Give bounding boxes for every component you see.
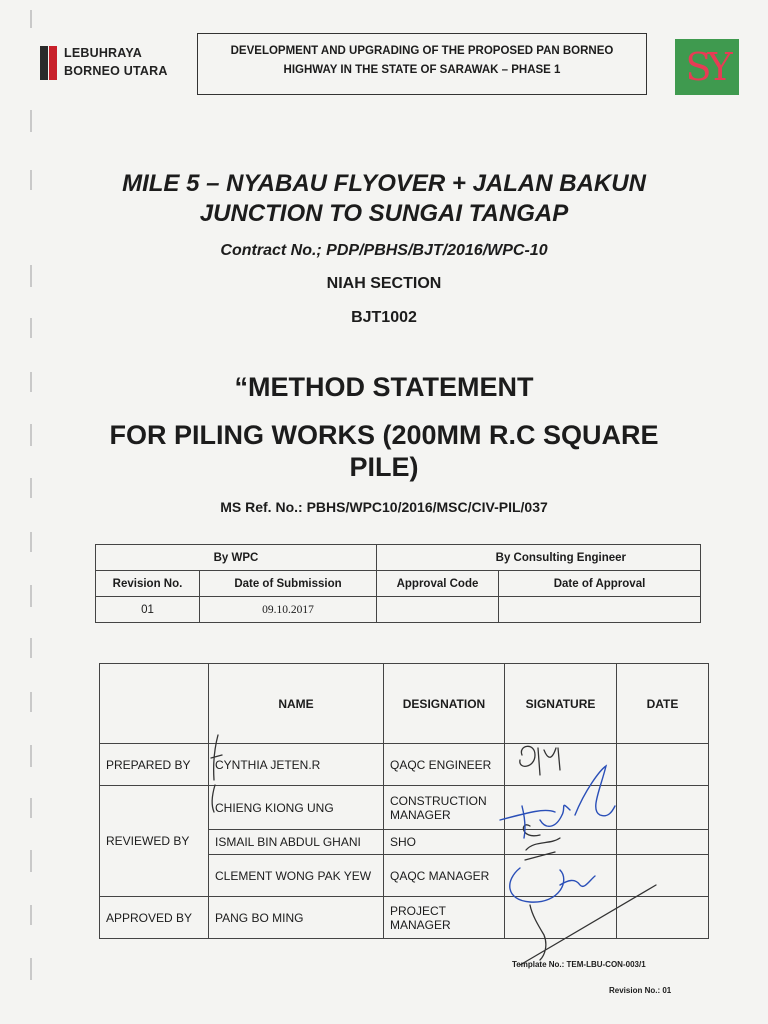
- signatory-name: CHIENG KIONG UNG: [209, 786, 384, 830]
- approved-by-label: APPROVED BY: [100, 897, 209, 939]
- ms-reference-number: MS Ref. No.: PBHS/WPC10/2016/MSC/CIV-PIL/037: [220, 499, 548, 515]
- date-cell: [617, 786, 709, 830]
- approval-code-value: [377, 597, 499, 623]
- signatory-name: CYNTHIA JETEN.R: [209, 744, 384, 786]
- reviewed-by-label: REVIEWED BY: [100, 786, 209, 897]
- binder-mark: [30, 10, 32, 28]
- blank-header-cell: [100, 664, 209, 744]
- section-name: NIAH SECTION: [326, 275, 442, 292]
- date-cell: [617, 830, 709, 855]
- by-consulting-engineer-header: By Consulting Engineer: [377, 545, 701, 571]
- signatory-designation: PROJECT MANAGER: [384, 897, 505, 939]
- sy-logo: SY: [675, 39, 739, 95]
- method-statement-title-line2: FOR PILING WORKS (200MM R.C SQUARE: [109, 420, 659, 450]
- date-of-submission-value: 09.10.2017: [200, 597, 377, 623]
- project-header-line2: HIGHWAY IN THE STATE OF SARAWAK – PHASE 1: [283, 64, 561, 76]
- name-header: NAME: [209, 664, 384, 744]
- signature-cell: [505, 897, 617, 939]
- approval-code-header: Approval Code: [377, 571, 499, 597]
- signatory-name: PANG BO MING: [209, 897, 384, 939]
- section-code: BJT1002: [351, 309, 417, 326]
- date-cell: [617, 744, 709, 786]
- method-statement-title-line3: PILE): [349, 452, 419, 482]
- project-header-box: [197, 33, 647, 95]
- date-cell: [617, 897, 709, 939]
- date-of-submission-header: Date of Submission: [200, 571, 377, 597]
- logo-bar-red: [49, 46, 57, 80]
- by-wpc-header: By WPC: [96, 545, 377, 571]
- binder-mark: [30, 798, 32, 818]
- logo-bar-dark: [40, 46, 48, 80]
- method-statement-title-line1: “METHOD STATEMENT: [234, 372, 534, 402]
- lebuhraya-borneo-utara-logo: [40, 44, 190, 84]
- binder-mark: [30, 745, 32, 767]
- date-of-approval-value: [499, 597, 701, 623]
- document-title-line1: MILE 5 – NYABAU FLYOVER + JALAN BAKUN: [122, 170, 646, 197]
- signature-cell: [505, 786, 617, 830]
- revision-no-header: Revision No.: [96, 571, 200, 597]
- signature-cell: [505, 744, 617, 786]
- project-header-line1: DEVELOPMENT AND UPGRADING OF THE PROPOSED PAN BORNEO: [230, 45, 614, 57]
- signoff-table: [99, 663, 709, 939]
- signatory-name: ISMAIL BIN ABDUL GHANI: [209, 830, 384, 855]
- binder-mark: [30, 110, 32, 132]
- date-header: DATE: [617, 664, 709, 744]
- binder-mark: [30, 850, 32, 872]
- signatory-designation: QAQC MANAGER: [384, 855, 505, 897]
- revision-no-value: 01: [96, 597, 200, 623]
- binder-mark: [30, 692, 32, 712]
- contract-number: Contract No.; PDP/PBHS/BJT/2016/WPC-10: [220, 242, 548, 259]
- binder-mark: [30, 905, 32, 925]
- binder-mark: [30, 958, 32, 980]
- signatory-designation: CONSTRUCTION MANAGER: [384, 786, 505, 830]
- binder-mark: [30, 638, 32, 658]
- binder-mark: [30, 532, 32, 552]
- logo-text-line1: LEBUHRAYA: [64, 46, 142, 60]
- date-cell: [617, 855, 709, 897]
- date-of-approval-header: Date of Approval: [499, 571, 701, 597]
- prepared-by-label: PREPARED BY: [100, 744, 209, 786]
- signature-cell: [505, 855, 617, 897]
- signatory-designation: SHO: [384, 830, 505, 855]
- signature-header: SIGNATURE: [505, 664, 617, 744]
- signatory-designation: QAQC ENGINEER: [384, 744, 505, 786]
- revision-table: [95, 544, 701, 623]
- template-number: Template No.: TEM-LBU-CON-003/1: [512, 960, 646, 969]
- footer-revision-number: Revision No.: 01: [609, 986, 672, 995]
- signatory-name: CLEMENT WONG PAK YEW: [209, 855, 384, 897]
- document-title-line2: JUNCTION TO SUNGAI TANGAP: [199, 200, 569, 227]
- signature-cell: [505, 830, 617, 855]
- logo-text-line2: BORNEO UTARA: [64, 64, 168, 78]
- binder-mark: [30, 585, 32, 607]
- designation-header: DESIGNATION: [384, 664, 505, 744]
